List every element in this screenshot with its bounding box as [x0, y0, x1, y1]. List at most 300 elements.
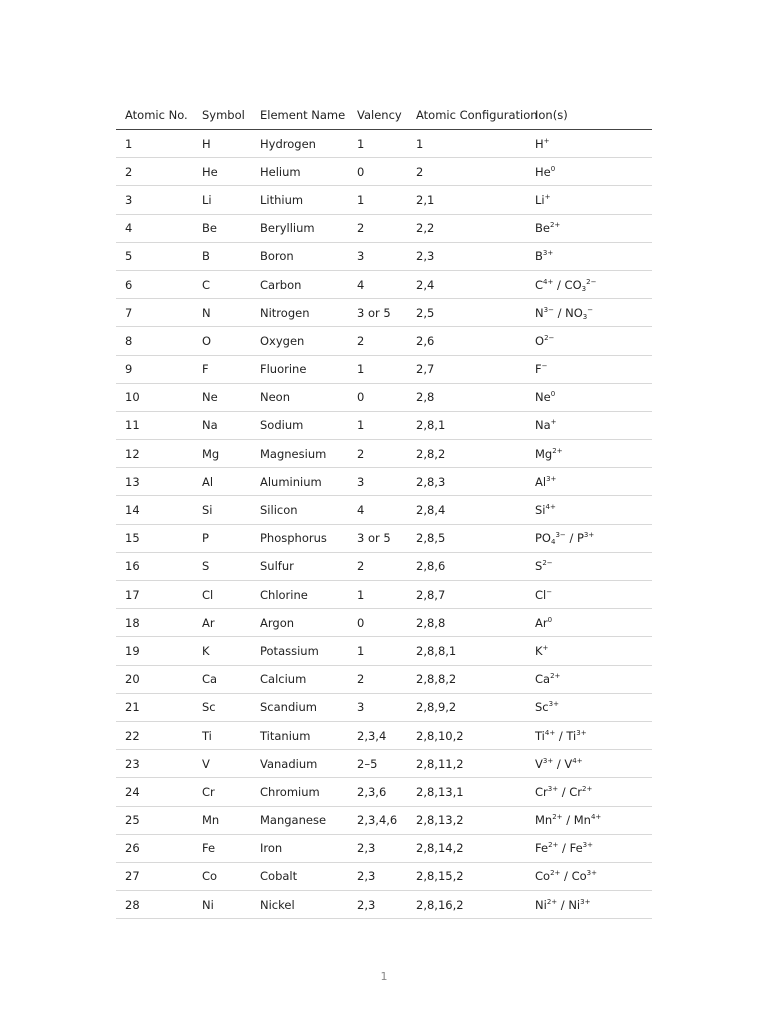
table-row	[116, 609, 652, 637]
cell-valency: 0	[348, 383, 407, 411]
ion-formula	[535, 306, 554, 320]
cell-element-name: Cobalt	[251, 862, 348, 890]
ion-text: Li	[535, 192, 545, 207]
ion-text: Mg	[535, 446, 553, 461]
ion-charge: 3+	[586, 869, 597, 878]
ion-formula	[535, 447, 563, 461]
cell-atomic-number: 17	[116, 581, 193, 609]
cell-ions	[526, 440, 652, 468]
ion-text: Fe	[535, 841, 549, 856]
ion-text: He	[535, 164, 551, 179]
cell-element-name: Fluorine	[251, 355, 348, 383]
cell-symbol: V	[193, 750, 251, 778]
table-row	[116, 242, 652, 270]
ion-separator: /	[558, 784, 570, 799]
cell-atomic-number: 26	[116, 834, 193, 862]
ion-text: B	[535, 249, 543, 264]
cell-symbol: Co	[193, 862, 251, 890]
cell-ions	[526, 270, 652, 298]
cell-element-name: Sodium	[251, 411, 348, 439]
table-row	[116, 693, 652, 721]
cell-atomic-configuration: 2,8,9,2	[407, 693, 526, 721]
cell-element-name: Phosphorus	[251, 524, 348, 552]
table-body	[116, 130, 652, 919]
ion-text: Ti	[535, 728, 545, 743]
ion-text: Si	[535, 503, 546, 518]
ion-charge: 3+	[583, 531, 595, 540]
cell-element-name: Potassium	[251, 637, 348, 665]
table-row	[116, 158, 652, 186]
ion-formula	[572, 869, 597, 883]
ion-charge: 4+	[544, 728, 556, 737]
cell-atomic-number: 14	[116, 496, 193, 524]
ion-text: Co	[535, 869, 551, 884]
cell-ions	[526, 581, 652, 609]
cell-atomic-configuration: 2,8	[407, 383, 526, 411]
cell-ions	[526, 750, 652, 778]
ion-charge: 4+	[545, 503, 556, 512]
ion-charge: +	[544, 192, 551, 201]
ion-charge: +	[542, 643, 549, 652]
ion-formula	[569, 785, 592, 799]
cell-ions	[526, 242, 652, 270]
cell-atomic-number: 12	[116, 440, 193, 468]
cell-valency: 2,3,6	[348, 778, 407, 806]
cell-atomic-number: 5	[116, 242, 193, 270]
cell-atomic-configuration: 2,8,1	[407, 411, 526, 439]
cell-element-name: Manganese	[251, 806, 348, 834]
table-row	[116, 778, 652, 806]
cell-element-name: Sulfur	[251, 552, 348, 580]
ion-formula	[565, 278, 597, 292]
cell-element-name: Chlorine	[251, 581, 348, 609]
table-row	[116, 552, 652, 580]
cell-element-name: Aluminium	[251, 468, 348, 496]
cell-atomic-configuration: 2,8,6	[407, 552, 526, 580]
ion-charge: 2+	[552, 446, 563, 455]
cell-atomic-configuration: 2,2	[407, 214, 526, 242]
ion-text: CO	[564, 277, 582, 292]
ion-charge: 0	[547, 615, 553, 624]
cell-valency: 1	[348, 130, 407, 158]
ion-charge: 2+	[552, 813, 563, 822]
ion-text: V	[535, 756, 543, 771]
cell-valency: 1	[348, 637, 407, 665]
ion-separator: /	[565, 531, 577, 546]
cell-ions	[526, 411, 652, 439]
cell-atomic-number: 7	[116, 299, 193, 327]
cell-atomic-number: 18	[116, 609, 193, 637]
cell-symbol: Cr	[193, 778, 251, 806]
table-row	[116, 383, 652, 411]
table-row	[116, 834, 652, 862]
ion-formula	[535, 644, 548, 658]
cell-valency: 2	[348, 552, 407, 580]
ion-separator: /	[557, 897, 569, 912]
cell-valency: 2,3	[348, 862, 407, 890]
ion-charge: 3+	[582, 841, 593, 850]
ion-charge: 2+	[549, 221, 561, 230]
ion-text: H	[535, 136, 544, 151]
table-row	[116, 186, 652, 214]
cell-atomic-configuration: 2,8,2	[407, 440, 526, 468]
header-atomic-number: Atomic No.	[116, 100, 193, 130]
cell-symbol: Ti	[193, 721, 251, 749]
ion-formula	[568, 898, 590, 912]
ion-subscript: 3	[582, 312, 588, 321]
cell-ions	[526, 524, 652, 552]
ion-charge: 4+	[590, 813, 602, 822]
cell-atomic-number: 16	[116, 552, 193, 580]
cell-valency: 1	[348, 411, 407, 439]
cell-symbol: O	[193, 327, 251, 355]
cell-ions	[526, 468, 652, 496]
cell-symbol: Ar	[193, 609, 251, 637]
ion-separator: /	[558, 841, 570, 856]
cell-element-name: Boron	[251, 242, 348, 270]
cell-atomic-number: 10	[116, 383, 193, 411]
ion-formula	[535, 278, 553, 292]
cell-symbol: S	[193, 552, 251, 580]
cell-ions	[526, 214, 652, 242]
ion-separator: /	[555, 728, 567, 743]
cell-symbol: Sc	[193, 693, 251, 721]
table-row	[116, 496, 652, 524]
ion-text: NO	[565, 305, 583, 320]
cell-valency: 3 or 5	[348, 299, 407, 327]
cell-valency: 2,3	[348, 891, 407, 919]
table-row	[116, 327, 652, 355]
ion-text: P	[576, 531, 584, 546]
ion-text: Be	[535, 221, 550, 236]
cell-atomic-number: 4	[116, 214, 193, 242]
cell-symbol: H	[193, 130, 251, 158]
ion-formula	[535, 729, 555, 743]
cell-valency: 1	[348, 581, 407, 609]
elements-table-container	[116, 100, 652, 919]
cell-atomic-configuration: 2,8,7	[407, 581, 526, 609]
ion-formula	[535, 221, 560, 235]
ion-charge: 3+	[576, 728, 587, 737]
ion-formula	[535, 249, 553, 263]
ion-charge: 0	[550, 390, 556, 399]
cell-valency: 4	[348, 270, 407, 298]
table-row	[116, 214, 652, 242]
ion-formula	[535, 165, 555, 179]
cell-element-name: Nickel	[251, 891, 348, 919]
cell-atomic-configuration: 2,8,16,2	[407, 891, 526, 919]
ion-formula	[535, 672, 560, 686]
table-row	[116, 355, 652, 383]
ion-charge: 2+	[550, 869, 561, 878]
cell-symbol: Cl	[193, 581, 251, 609]
ion-formula	[535, 559, 553, 573]
table-row	[116, 581, 652, 609]
ion-text: Na	[535, 418, 551, 433]
cell-valency: 2–5	[348, 750, 407, 778]
cell-valency: 2	[348, 440, 407, 468]
cell-atomic-configuration: 2,8,8,2	[407, 665, 526, 693]
ion-charge: 2−	[544, 333, 555, 342]
ion-text: Fe	[569, 841, 583, 856]
ion-formula	[535, 841, 558, 855]
ion-text: Ni	[568, 897, 581, 912]
cell-atomic-number: 6	[116, 270, 193, 298]
cell-ions	[526, 834, 652, 862]
cell-ions	[526, 693, 652, 721]
cell-atomic-configuration: 2,8,13,1	[407, 778, 526, 806]
ion-formula	[535, 418, 557, 432]
cell-element-name: Titanium	[251, 721, 348, 749]
ion-formula	[535, 362, 548, 376]
ion-formula	[535, 869, 560, 883]
ion-formula	[535, 334, 554, 348]
cell-element-name: Iron	[251, 834, 348, 862]
cell-symbol: Mn	[193, 806, 251, 834]
cell-ions	[526, 891, 652, 919]
ion-charge: 3+	[542, 249, 554, 258]
ion-charge: 4+	[572, 756, 583, 765]
cell-element-name: Neon	[251, 383, 348, 411]
ion-formula	[535, 785, 558, 799]
cell-ions	[526, 327, 652, 355]
ion-text: Mn	[535, 813, 553, 828]
table-header	[116, 100, 652, 130]
ion-formula	[535, 898, 557, 912]
table-row	[116, 130, 652, 158]
cell-element-name: Beryllium	[251, 214, 348, 242]
cell-valency: 2	[348, 327, 407, 355]
ion-text: PO	[535, 531, 551, 546]
ion-charge: 3+	[547, 784, 559, 793]
ion-formula	[535, 616, 552, 630]
cell-valency: 2,3,4,6	[348, 806, 407, 834]
ion-charge: 3+	[546, 474, 557, 483]
cell-symbol: Al	[193, 468, 251, 496]
cell-valency: 4	[348, 496, 407, 524]
ion-charge: 3−	[543, 305, 554, 314]
header-element-name: Element Name	[251, 100, 348, 130]
table-row	[116, 411, 652, 439]
cell-atomic-configuration: 2,8,5	[407, 524, 526, 552]
ion-formula	[570, 841, 593, 855]
cell-symbol: B	[193, 242, 251, 270]
cell-atomic-number: 22	[116, 721, 193, 749]
ion-formula	[535, 390, 555, 404]
cell-element-name: Helium	[251, 158, 348, 186]
ion-text: Ni	[535, 897, 547, 912]
cell-atomic-configuration: 2,8,8,1	[407, 637, 526, 665]
ion-text: Al	[535, 474, 547, 489]
table-row	[116, 468, 652, 496]
page-number: 1	[380, 970, 388, 983]
ion-text: V	[564, 756, 573, 771]
cell-element-name: Magnesium	[251, 440, 348, 468]
cell-ions	[526, 806, 652, 834]
cell-element-name: Vanadium	[251, 750, 348, 778]
cell-atomic-number: 21	[116, 693, 193, 721]
cell-atomic-configuration: 2,8,4	[407, 496, 526, 524]
cell-ions	[526, 609, 652, 637]
ion-formula	[535, 193, 550, 207]
cell-atomic-number: 19	[116, 637, 193, 665]
cell-ions	[526, 186, 652, 214]
cell-element-name: Argon	[251, 609, 348, 637]
ion-separator: /	[562, 813, 574, 828]
cell-ions	[526, 130, 652, 158]
ion-formula	[565, 306, 593, 320]
cell-valency: 3	[348, 468, 407, 496]
cell-ions	[526, 158, 652, 186]
table-row	[116, 637, 652, 665]
table-row	[116, 862, 652, 890]
cell-valency: 3	[348, 242, 407, 270]
ion-separator: /	[553, 305, 566, 320]
ion-charge: +	[543, 136, 550, 145]
ion-text: Ti	[566, 728, 577, 743]
ion-text: K	[535, 643, 543, 658]
cell-atomic-number: 15	[116, 524, 193, 552]
cell-element-name: Calcium	[251, 665, 348, 693]
ion-formula	[535, 813, 563, 827]
cell-symbol: K	[193, 637, 251, 665]
cell-ions	[526, 862, 652, 890]
ion-formula	[535, 588, 552, 602]
cell-symbol: P	[193, 524, 251, 552]
cell-symbol: He	[193, 158, 251, 186]
cell-atomic-configuration: 2,7	[407, 355, 526, 383]
cell-symbol: F	[193, 355, 251, 383]
cell-valency: 0	[348, 158, 407, 186]
ion-formula	[574, 813, 602, 827]
ion-charge: 3−	[555, 531, 566, 540]
ion-text: Cr	[569, 784, 583, 799]
ion-text: N	[535, 305, 544, 320]
cell-valency: 2	[348, 665, 407, 693]
cell-valency: 3 or 5	[348, 524, 407, 552]
table-row	[116, 299, 652, 327]
cell-element-name: Lithium	[251, 186, 348, 214]
cell-atomic-configuration: 2,3	[407, 242, 526, 270]
cell-atomic-number: 23	[116, 750, 193, 778]
ion-text: Cr	[535, 784, 548, 799]
header-valency: Valency	[348, 100, 407, 130]
ion-subscript: 4	[551, 538, 556, 547]
cell-atomic-configuration: 2,8,10,2	[407, 721, 526, 749]
cell-element-name: Scandium	[251, 693, 348, 721]
header-ions: Ion(s)	[526, 100, 652, 130]
header-row	[116, 100, 652, 130]
ion-text: Ar	[535, 615, 548, 630]
cell-ions	[526, 299, 652, 327]
cell-ions	[526, 383, 652, 411]
ion-text: C	[535, 277, 544, 292]
cell-symbol: Fe	[193, 834, 251, 862]
cell-symbol: C	[193, 270, 251, 298]
cell-atomic-number: 3	[116, 186, 193, 214]
ion-text: Mn	[573, 813, 591, 828]
ion-charge: 2+	[548, 841, 559, 850]
cell-symbol: Li	[193, 186, 251, 214]
ion-charge: −	[587, 305, 594, 314]
cell-element-name: Oxygen	[251, 327, 348, 355]
cell-atomic-number: 27	[116, 862, 193, 890]
cell-valency: 2,3,4	[348, 721, 407, 749]
cell-ions	[526, 778, 652, 806]
cell-atomic-number: 25	[116, 806, 193, 834]
ion-subscript: 3	[581, 284, 587, 293]
table-row	[116, 750, 652, 778]
cell-valency: 1	[348, 355, 407, 383]
cell-valency: 2,3	[348, 834, 407, 862]
cell-atomic-configuration: 2,8,3	[407, 468, 526, 496]
cell-symbol: Ca	[193, 665, 251, 693]
ion-formula	[564, 757, 582, 771]
cell-atomic-number: 28	[116, 891, 193, 919]
ion-charge: 2−	[586, 277, 597, 286]
cell-atomic-configuration: 1	[407, 130, 526, 158]
table-row	[116, 891, 652, 919]
cell-ions	[526, 552, 652, 580]
cell-element-name: Carbon	[251, 270, 348, 298]
cell-ions	[526, 355, 652, 383]
ion-formula	[577, 531, 594, 545]
ion-formula	[535, 503, 556, 517]
cell-symbol: Be	[193, 214, 251, 242]
ion-charge: 3+	[548, 700, 559, 709]
table-row	[116, 524, 652, 552]
ion-text: S	[535, 559, 543, 574]
ion-text: Co	[571, 869, 587, 884]
ion-charge: −	[546, 587, 553, 596]
cell-symbol: Ne	[193, 383, 251, 411]
ion-charge: 0	[550, 164, 556, 173]
cell-atomic-number: 8	[116, 327, 193, 355]
cell-atomic-configuration: 2,8,14,2	[407, 834, 526, 862]
ion-charge: +	[550, 418, 557, 427]
elements-table	[116, 100, 652, 919]
ion-charge: 2+	[546, 897, 558, 906]
cell-ions	[526, 637, 652, 665]
cell-valency: 2	[348, 214, 407, 242]
ion-text: Ca	[535, 672, 551, 687]
cell-valency: 3	[348, 693, 407, 721]
cell-symbol: N	[193, 299, 251, 327]
ion-charge: 2−	[542, 559, 553, 568]
cell-atomic-number: 24	[116, 778, 193, 806]
cell-atomic-configuration: 2,1	[407, 186, 526, 214]
ion-formula	[535, 475, 556, 489]
ion-separator: /	[553, 277, 565, 292]
cell-valency: 0	[348, 609, 407, 637]
cell-atomic-configuration: 2,5	[407, 299, 526, 327]
cell-atomic-configuration: 2,8,8	[407, 609, 526, 637]
ion-text: F	[535, 362, 542, 377]
table-row	[116, 270, 652, 298]
ion-text: Cl	[535, 587, 547, 602]
cell-valency: 1	[348, 186, 407, 214]
cell-symbol: Si	[193, 496, 251, 524]
cell-element-name: Nitrogen	[251, 299, 348, 327]
ion-text: Ne	[535, 390, 551, 405]
cell-atomic-configuration: 2,8,13,2	[407, 806, 526, 834]
cell-symbol: Ni	[193, 891, 251, 919]
cell-atomic-configuration: 2,6	[407, 327, 526, 355]
ion-separator: /	[553, 756, 565, 771]
table-row	[116, 721, 652, 749]
ion-text: O	[535, 333, 545, 348]
ion-formula	[566, 729, 586, 743]
